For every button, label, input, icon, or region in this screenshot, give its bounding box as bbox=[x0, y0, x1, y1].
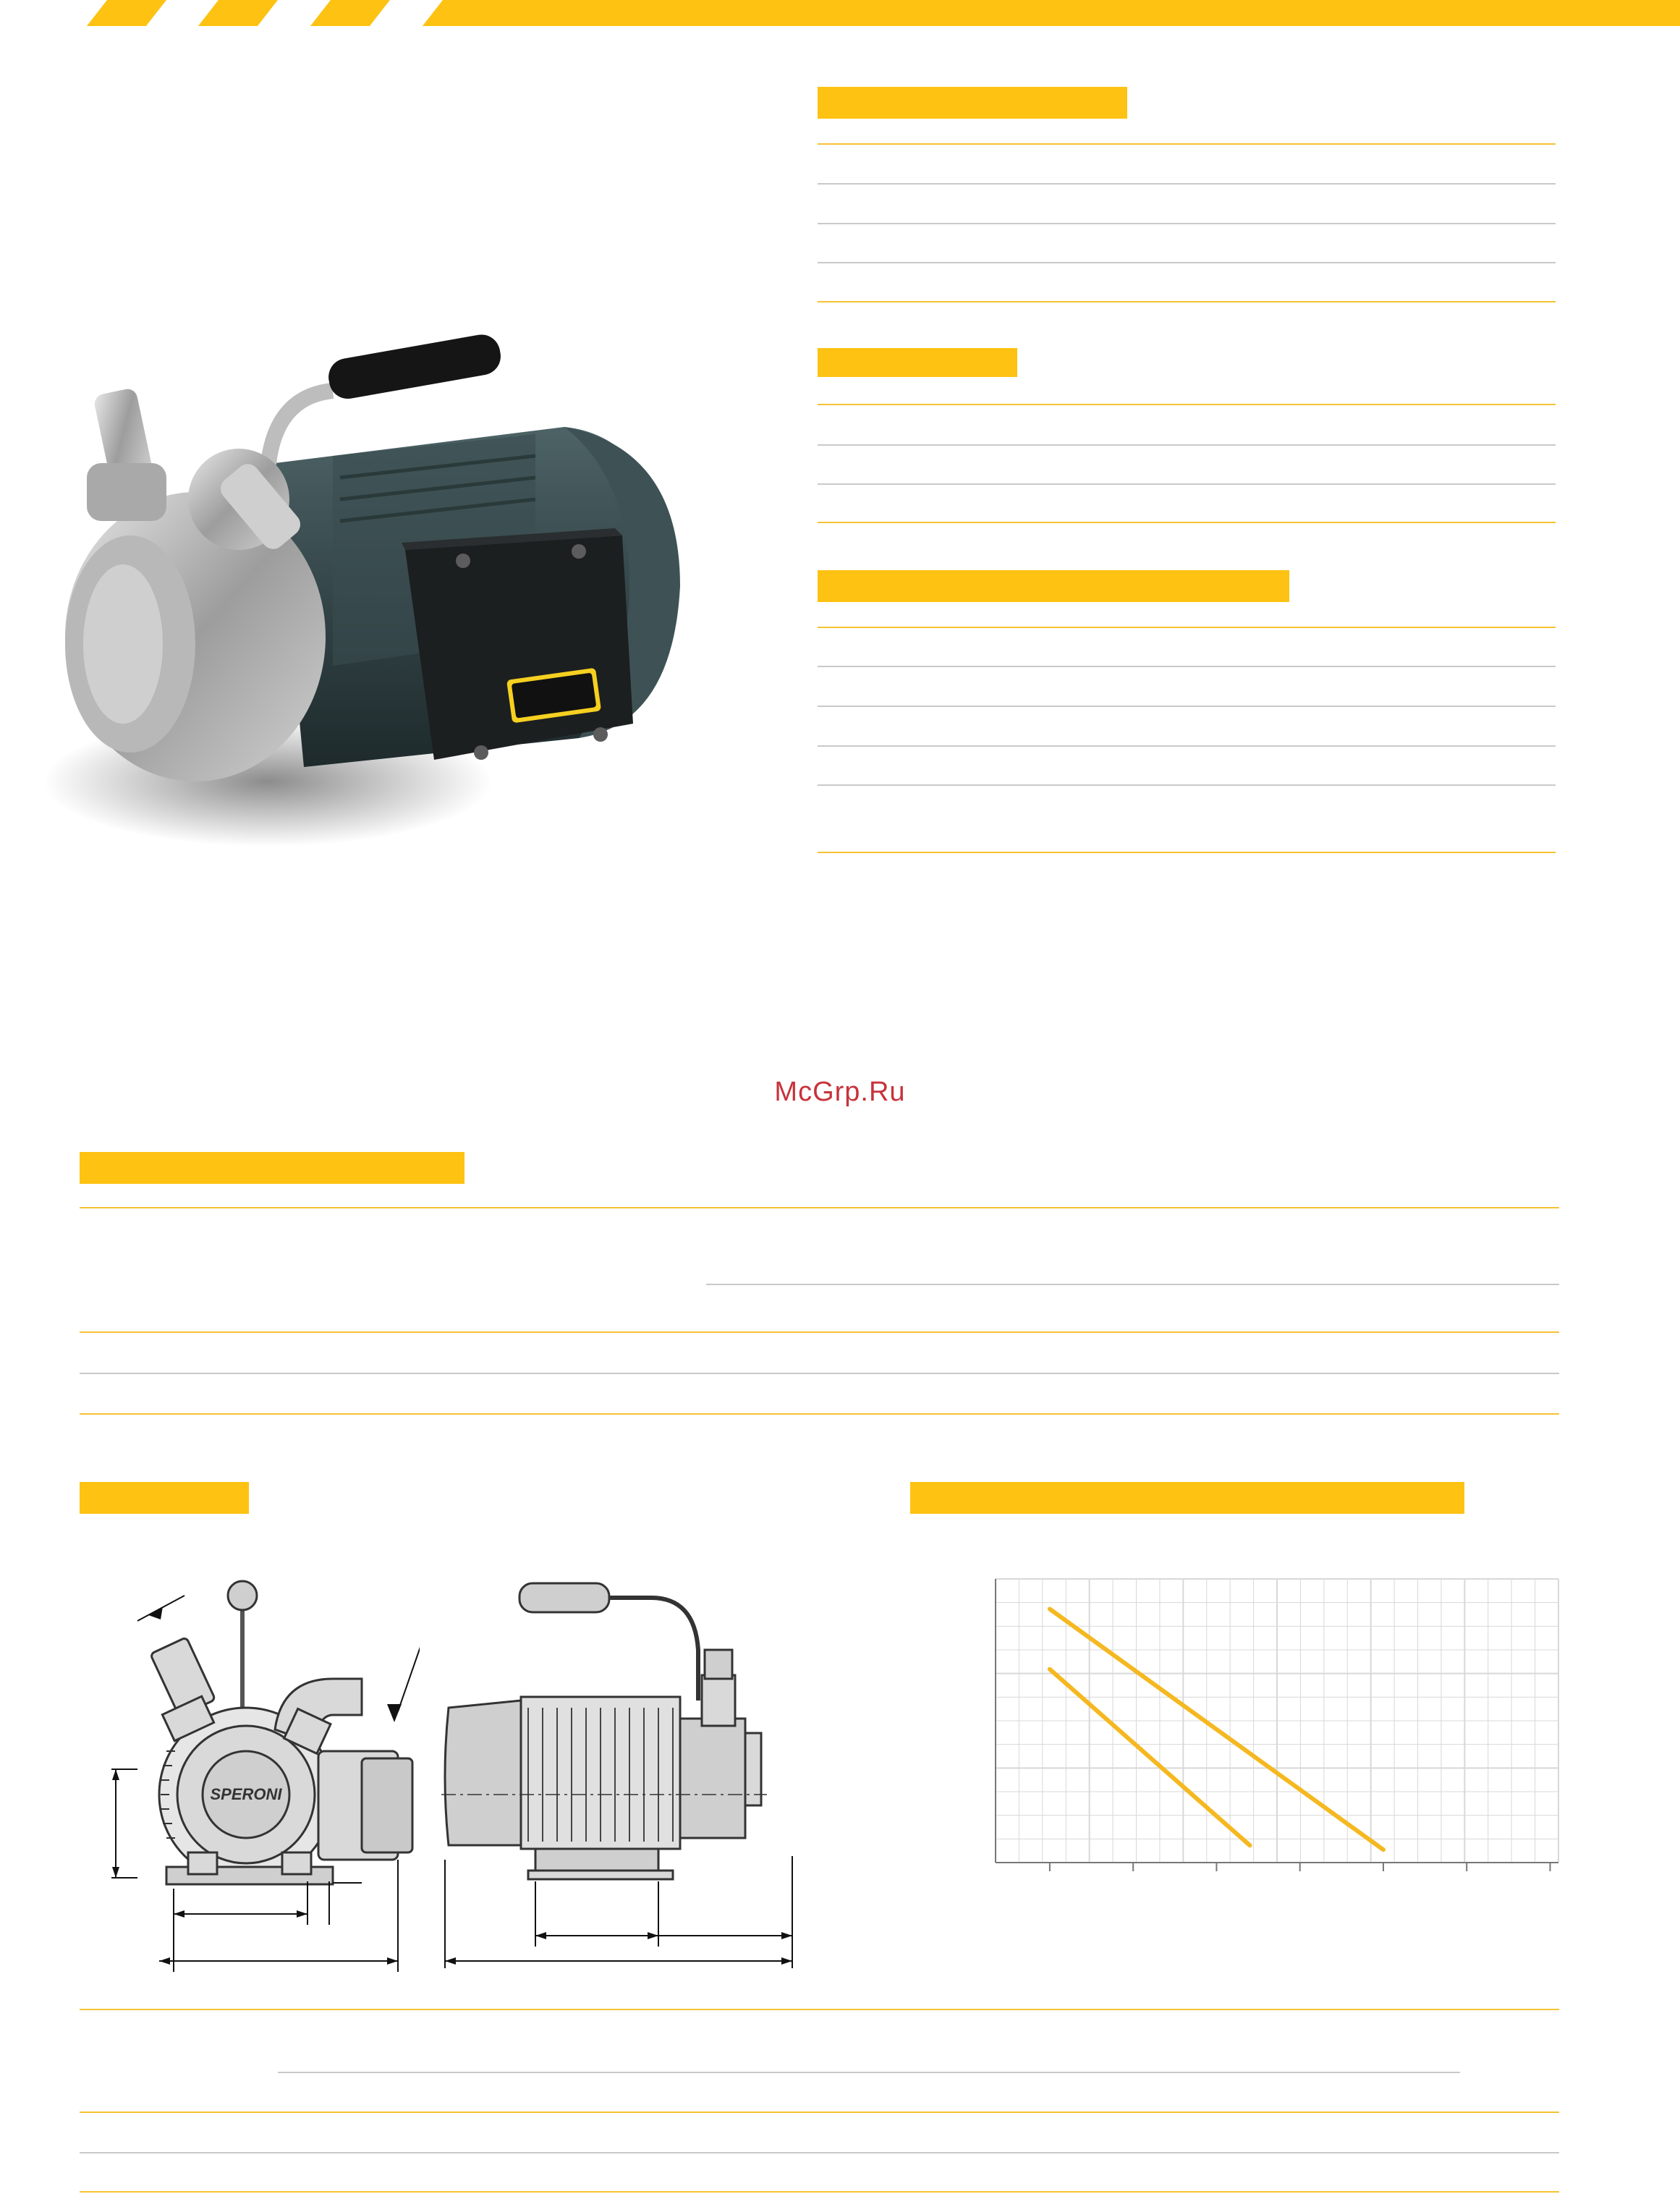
header-stripe bbox=[87, 0, 166, 26]
spec-heading-bar-3 bbox=[818, 570, 1289, 602]
bottom-table-rule bbox=[80, 2112, 1559, 2113]
product-photo bbox=[29, 318, 752, 868]
header-stripe-band bbox=[423, 0, 1680, 26]
spec-heading-bar-2 bbox=[818, 348, 1017, 377]
bottom-table-rule bbox=[80, 2191, 1559, 2193]
chart-series bbox=[1050, 1609, 1383, 1850]
table-rule bbox=[80, 1373, 1559, 1374]
performance-heading-bar bbox=[910, 1482, 1464, 1514]
spec-rule bbox=[818, 706, 1556, 707]
spec-heading-bar-1 bbox=[818, 87, 1127, 119]
chart-grid bbox=[996, 1579, 1558, 1863]
bottom-table-rule bbox=[278, 2072, 1460, 2073]
table-heading-bar bbox=[80, 1152, 464, 1184]
spec-rule bbox=[818, 483, 1556, 485]
header-stripe bbox=[310, 0, 390, 26]
spec-rule bbox=[818, 404, 1556, 405]
spec-rule bbox=[818, 627, 1556, 628]
performance-chart bbox=[991, 1575, 1563, 1889]
table-rule bbox=[706, 1284, 1559, 1285]
spec-rule bbox=[818, 143, 1556, 145]
table-rule bbox=[80, 1207, 1559, 1208]
spec-rule bbox=[818, 223, 1556, 224]
dimensions-heading-bar bbox=[80, 1482, 249, 1514]
technical-drawing-front bbox=[94, 1577, 420, 1983]
watermark-text: McGrp.Ru bbox=[774, 1077, 906, 1107]
spec-rule bbox=[818, 666, 1556, 667]
bottom-table-rule bbox=[80, 2009, 1559, 2010]
spec-rule bbox=[818, 522, 1556, 523]
spec-rule bbox=[818, 784, 1556, 786]
table-rule bbox=[80, 1413, 1559, 1415]
bottom-table-rule bbox=[80, 2152, 1559, 2153]
spec-rule bbox=[818, 262, 1556, 263]
spec-rule bbox=[818, 183, 1556, 185]
spec-rule bbox=[818, 301, 1556, 302]
spec-rule bbox=[818, 444, 1556, 446]
table-rule bbox=[80, 1331, 1559, 1333]
header-stripe bbox=[198, 0, 278, 26]
chart-series-line bbox=[1050, 1669, 1250, 1846]
drawing-logo: SPERONI bbox=[210, 1785, 282, 1803]
spec-rule bbox=[818, 852, 1556, 853]
technical-drawing-side bbox=[434, 1570, 810, 1975]
spec-rule bbox=[818, 745, 1556, 747]
